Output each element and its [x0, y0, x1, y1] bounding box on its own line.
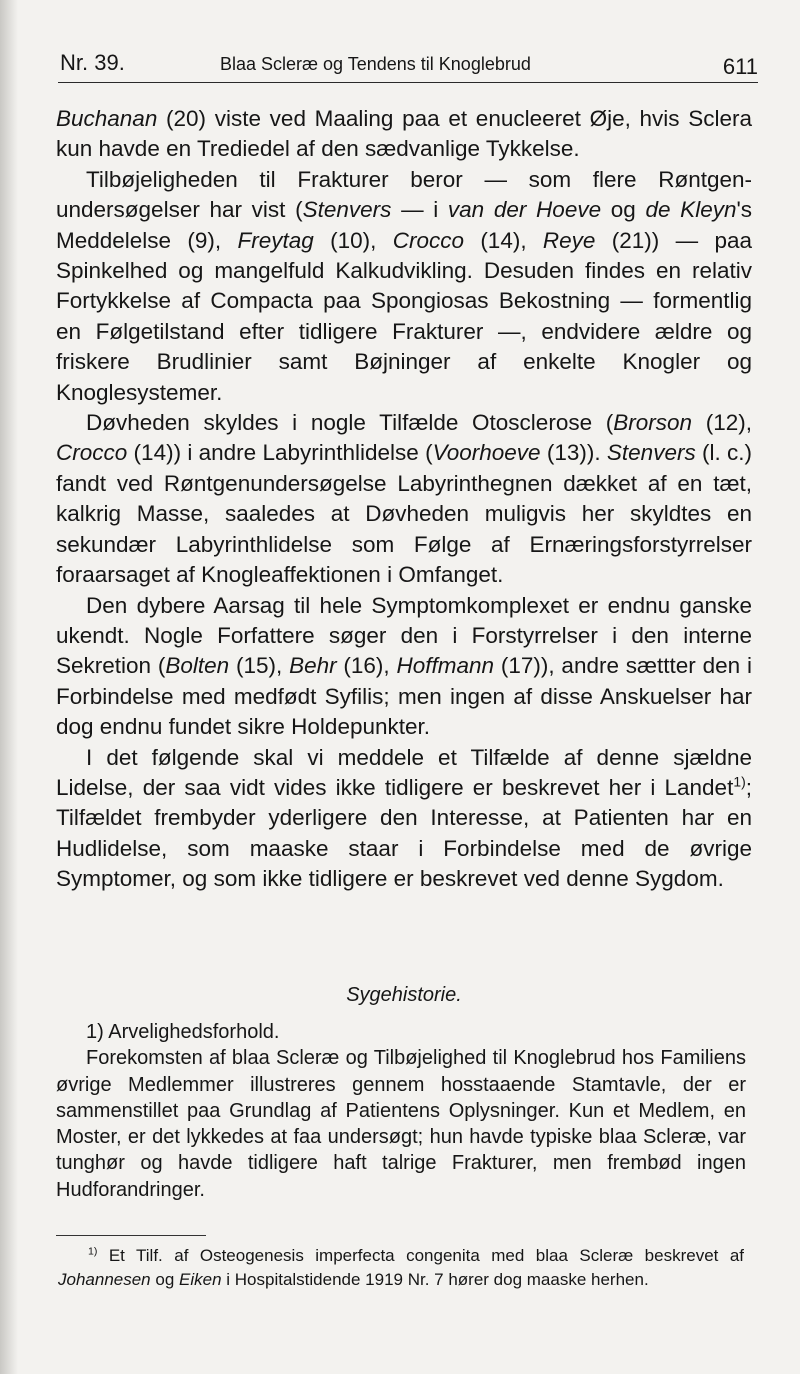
running-title: Blaa Scleræ og Tendens til Knoglebrud — [220, 54, 531, 74]
paragraph-buchanan: Buchanan (20) viste ved Maaling paa et enucleeret Øje, hvis Sclera kun havde en Trediedel af den sædvanlige Tykkelse. — [56, 106, 752, 162]
author-name: Stenvers — [606, 440, 696, 466]
author-name: Crocco — [56, 440, 128, 466]
author-name: Eiken — [179, 1270, 222, 1289]
author-name: Bolten — [165, 653, 230, 679]
author-name: Crocco — [392, 227, 464, 253]
author-name: Behr — [289, 653, 337, 679]
paragraph-fractures: Tilbøjeligheden til Frakturer beror — som flere Røntgenundersøgelser har vist (Stenvers — i van der Hoeve og de Kleyn's Meddelelse (9), Freytag (10), Crocco (14), Reye (21)) — paa Spinkelhed og mangelfuld Kalkudvikling. Desuden findes en relativ Fortykkelse af Compacta paa Spongiosas Bekostning — formentlig en Følgetilstand efter tidligere Frakturer —, endvidere ældre og friskere Brudlinier samt Bøjninger af enkelte Knogler og Knoglesystemer. — [56, 166, 753, 405]
paragraph-heredity: Forekomsten af blaa Scleræ og Tilbøjelighed til Knoglebrud hos Familiens øvrige Medlemmer illustreres gennem hosstaaende Stamtavle, der er sammenstillet paa Grundlag af Patientens Oplysninger. Kun et Medlem, en Moster, er det lykkedes at faa undersøgt; hun havde typiske blaa Scleræ, var tunghør og havde tidligere haft talrige Frakturer, men frembød ingen Hudforandringer. — [56, 1047, 746, 1201]
paragraph-case-intro: I det følgende skal vi meddele et Tilfælde af denne sjældne Lidelse, der saa vidt vides ikke tidligere er beskrevet her i Landet$^{1)}$; Tilfældet frembyder yderligere den Interesse, at Patienten har en Hudlidelse, som maaske staar i Forbindelse med de øvrige Symptomer, og som ikke tidligere er beskrevet ved denne Sygdom. — [56, 744, 752, 892]
footnote-marker: 1) — [88, 1245, 98, 1258]
page-number: 611 — [722, 54, 758, 79]
author-name: Brorson — [613, 410, 693, 436]
footnote-divider — [56, 1235, 206, 1236]
subsection-heading: 1) Arvelighedsforhold. — [86, 1021, 280, 1043]
case-history-text — [56, 1019, 746, 1203]
footnote: $^{1)}$ Et Tilf. af Osteogenesis imperfecta congenita med blaa Scleræ beskrevet af Johannesen og Eiken i Hospitalstidende 1919 Nr. 7 hører dog maaske herhen. — [58, 1245, 744, 1289]
author-name: Johannesen — [58, 1270, 151, 1289]
section-heading: Sygehistorie. — [346, 984, 462, 1006]
main-text — [56, 104, 752, 895]
running-header — [58, 48, 758, 83]
page-edge-shadow — [0, 0, 18, 1374]
paragraph-deafness: Døvheden skyldes i nogle Tilfælde Otosclerose (Brorson (12), Crocco (14)) i andre Labyrinthlidelse (Voorhoeve (13)). Stenvers (l. c.) fandt ved Røntgenundersøgelse Labyrinthegnen dækket af en tæt, kalkrig Masse, saaledes at Døvheden muligvis her skyldtes en sekundær Labyrinthlidelse som Følge af Ernæringsforstyrrelser foraarsaget af Knogleaffektionen i Omfanget. — [56, 410, 753, 588]
paragraph-cause: Den dybere Aarsag til hele Symptomkomplexet er endnu ganske ukendt. Nogle Forfattere søger den i Forstyrrelser i den interne Sekretion (Bolten (15), Behr (16), Hoffmann (17)), andre sættter den i Forbindelse med medfødt Syfilis; men ingen af disse Anskuelser har dog endnu fundet sikre Holdepunkter. — [56, 592, 752, 740]
author-name: Reye — [542, 227, 596, 253]
author-name: Hoffmann — [396, 653, 495, 679]
author-name: van der Hoeve — [447, 197, 602, 223]
issue-number: Nr. 39. — [60, 50, 125, 75]
author-name: Buchanan — [56, 106, 158, 131]
author-name: Stenvers — [302, 197, 392, 223]
author-name: Voorhoeve — [432, 440, 541, 466]
author-name: de Kleyn — [645, 197, 737, 223]
footnote-reference[interactable]: 1) — [733, 773, 746, 790]
author-name: Freytag — [237, 227, 314, 253]
